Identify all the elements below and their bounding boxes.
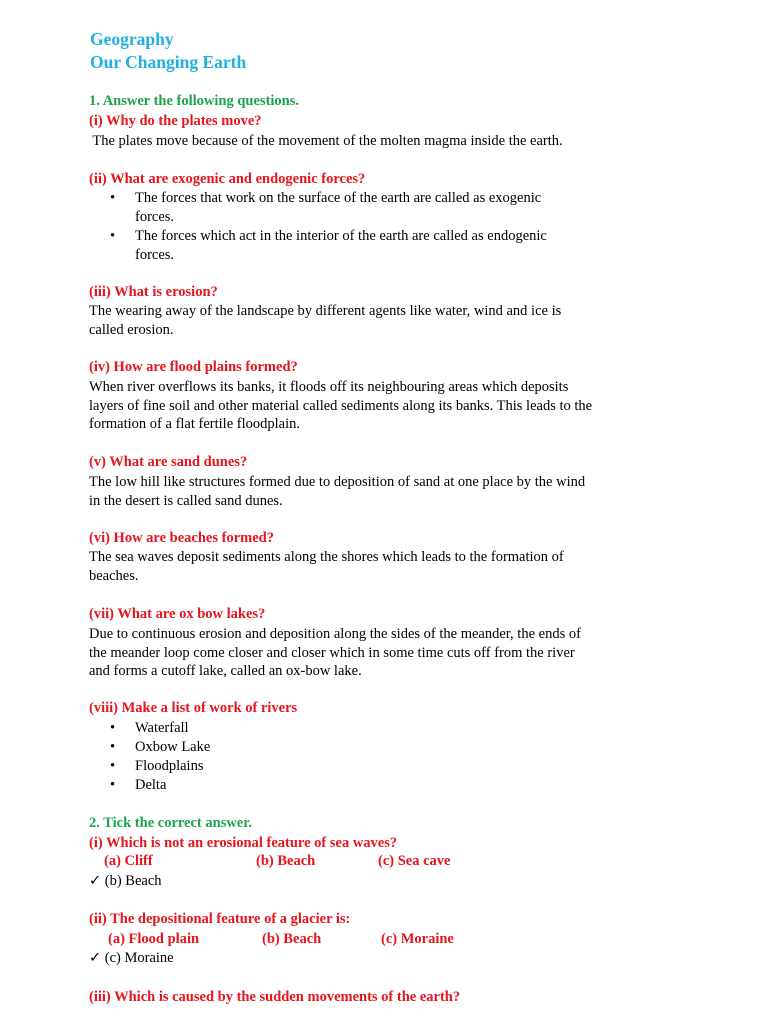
answer-1-vi: The sea waves deposit sediments along the shores which leads to the formation of beaches. [89, 549, 564, 584]
answer-1-vii: Due to continuous erosion and deposition along the sides of the meander, the ends of the meander loop come closer and closer which in some time cuts off from the river and forms a cutoff lake, called an ox-bow lake. [89, 626, 581, 679]
question-1-viii: (viii) Make a list of work of rivers [89, 700, 298, 716]
list-item-text: Delta [135, 777, 167, 793]
bullet-text: The forces which act in the interior of the earth are called as endogenic forces. [135, 228, 547, 263]
section-1-heading: 1. Answer the following questions. [89, 93, 300, 109]
bullet-item [110, 227, 580, 264]
question-1-iii: (iii) What is erosion? [89, 284, 218, 300]
question-1-iv: (iv) How are flood plains formed? [89, 359, 298, 375]
list-item [110, 719, 580, 738]
question-1-vi: (vi) How are beaches formed? [89, 530, 274, 546]
list-item-text: Oxbow Lake [135, 739, 211, 755]
answer-2-ii: ✓ (c) Moraine [89, 950, 174, 966]
question-1-v: (v) What are sand dunes? [89, 454, 248, 470]
question-2-i: (i) Which is not an erosional feature of sea waves? [89, 835, 398, 851]
bullet-icon: • [110, 228, 116, 244]
option-c: (c) Moraine [381, 931, 454, 947]
section-2-heading: 2. Tick the correct answer. [89, 815, 252, 831]
answer-1-iv: When river overflows its banks, it floods off its neighbouring areas which deposits layers of fine soil and other material called sediments along its banks. This leads to the formation of a flat fertile floodplain. [89, 379, 593, 432]
list-item [110, 776, 580, 795]
option-c: (c) Sea cave [378, 853, 451, 869]
question-2-iii: (iii) Which is caused by the sudden movements of the earth? [89, 989, 461, 1005]
bullet-item [110, 189, 580, 226]
question-1-i: (i) Why do the plates move? [89, 113, 262, 129]
bullet-text: The forces that work on the surface of the earth are called as exogenic forces. [135, 190, 542, 225]
bullet-icon: • [110, 739, 116, 755]
list-item-text: Floodplains [135, 758, 204, 774]
bullet-icon: • [110, 777, 116, 793]
question-2-ii: (ii) The depositional feature of a glacier is: [89, 911, 351, 927]
option-b: (b) Beach [262, 931, 322, 947]
answer-1-v: The low hill like structures formed due to deposition of sand at one place by the wind in the desert is called sand dunes. [89, 474, 586, 509]
list-item [110, 738, 580, 757]
chapter-title: Our Changing Earth [90, 52, 247, 72]
option-b: (b) Beach [256, 853, 316, 869]
list-item-text: Waterfall [135, 720, 189, 736]
question-1-vii: (vii) What are ox bow lakes? [89, 606, 266, 622]
option-a: (a) Flood plain [108, 931, 200, 947]
subject-title: Geography [90, 29, 174, 49]
answer-1-i: The plates move because of the movement of the molten magma inside the earth. [89, 133, 563, 149]
bullet-icon: • [110, 190, 116, 206]
bullet-icon: • [110, 758, 116, 774]
answer-1-iii: The wearing away of the landscape by different agents like water, wind and ice is called erosion. [89, 303, 562, 338]
answer-2-i: ✓ (b) Beach [89, 873, 162, 889]
list-item [110, 757, 580, 776]
option-a: (a) Cliff [104, 853, 153, 869]
question-1-ii: (ii) What are exogenic and endogenic forces? [89, 171, 366, 187]
bullet-icon: • [110, 720, 116, 736]
